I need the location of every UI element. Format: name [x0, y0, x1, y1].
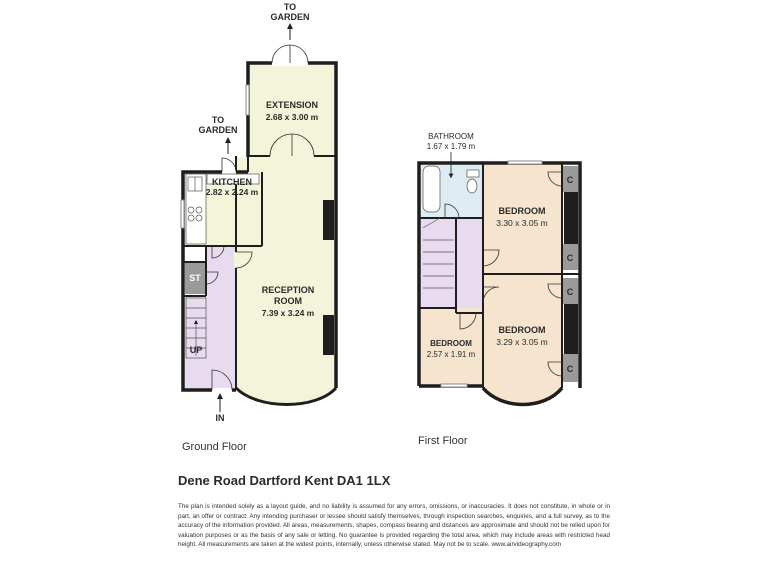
to-garden-label-side-2: GARDEN — [198, 125, 238, 135]
kitchen-name: KITCHEN — [212, 177, 252, 187]
cupboard-label-1: C — [566, 175, 574, 185]
cupboard-label-3: C — [566, 287, 574, 297]
cupboard-label-4: C — [566, 364, 574, 374]
bedroom-1-name: BEDROOM — [498, 206, 546, 216]
ground-floor-plan — [181, 2, 336, 423]
stairs-up-label: UP — [189, 345, 203, 355]
cupboard-label-2: C — [566, 253, 574, 263]
garden-french-doors — [272, 45, 308, 66]
bedroom-3-name: BEDROOM — [430, 339, 472, 348]
reception-name-2: ROOM — [274, 296, 302, 306]
chimney-breast-upper — [323, 200, 334, 240]
kitchen-garden-door — [222, 158, 236, 174]
reception-dims: 7.39 x 3.24 m — [261, 308, 315, 318]
first-floor-chimney — [564, 192, 578, 244]
kitchen-dims: 2.82 x 2.24 m — [205, 187, 259, 197]
bedroom-2-dims: 3.29 x 3.05 m — [496, 337, 548, 347]
bedroom-3-dims: 2.57 x 1.91 m — [426, 350, 476, 359]
bedroom-1-dims: 3.30 x 3.05 m — [496, 218, 548, 228]
to-garden-label-top-1: TO — [283, 2, 297, 12]
first-staircase-area — [421, 218, 456, 308]
chimney-breast-lower — [323, 315, 334, 355]
ground-floor-label: Ground Floor — [182, 441, 247, 453]
first-floor-plan — [419, 132, 580, 405]
extension-name: EXTENSION — [265, 100, 319, 110]
first-floor-label: First Floor — [418, 435, 468, 447]
store-label: ST — [189, 273, 201, 283]
landing — [456, 218, 482, 313]
extension-dims: 2.68 x 3.00 m — [265, 112, 319, 122]
first-floor-chimney-2 — [564, 304, 578, 354]
bathroom-dims: 1.67 x 1.79 m — [426, 142, 476, 151]
property-address: Dene Road Dartford Kent DA1 1LX — [178, 473, 391, 488]
bathroom-name: BATHROOM — [428, 132, 474, 141]
to-garden-label-top-2: GARDEN — [270, 12, 310, 22]
to-garden-label-side-1: TO — [211, 115, 225, 125]
reception-name-1: RECEPTION — [261, 285, 315, 295]
entrance-label: IN — [215, 413, 225, 423]
disclaimer-text: The plan is intended solely as a layout guide, and no liability is assumed for any errors, omissions, or inaccuracies. It does not constitute, in whole or in part, an offer or contract. Any intending purchaser or lessee should satisfy themselves, through inspection searches, enquiries, and a full survey, as to the accuracy of the information provided. All areas, measurements, shapes, compass bearing and distances are approximate and should not be relied upon for valuation purposes or as the basis of any sale or letting. No guarantee is provided regarding the total area, which may include areas with restricted head height. All measurements are taken at the widest points, internally, unless otherwise stated. May not be to scale. www.airvideography.com — [178, 503, 610, 548]
bedroom-2-name: BEDROOM — [498, 325, 546, 335]
